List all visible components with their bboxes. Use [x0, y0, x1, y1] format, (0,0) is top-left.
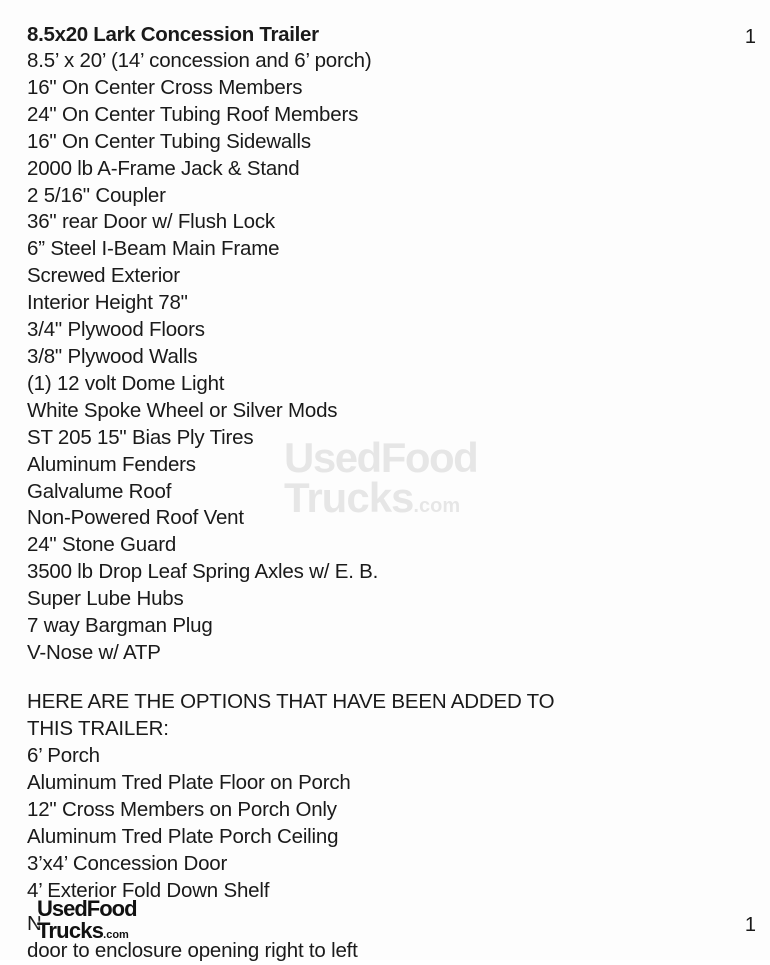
option-item: Aluminum Tred Plate Floor on Porch: [27, 770, 351, 794]
spec-item: 8.5’ x 20’ (14’ concession and 6’ porch): [27, 49, 372, 72]
logo-line-2-text: Trucks: [37, 918, 104, 943]
spec-item: Non-Powered Roof Vent: [27, 506, 244, 530]
watermark-line-2-text: Trucks: [284, 474, 414, 521]
option-item: 12" Cross Members on Porch Only: [27, 797, 337, 821]
partial-line-top: N: [27, 912, 42, 935]
spec-item: 2000 lb A-Frame Jack & Stand: [27, 156, 300, 180]
watermark-center: [284, 434, 478, 526]
spec-item: Super Lube Hubs: [27, 587, 184, 611]
spec-item: Aluminum Fenders: [27, 452, 196, 476]
logo-suffix: .com: [103, 929, 129, 941]
partial-line-bottom: door to enclosure opening right to left: [27, 939, 358, 962]
spec-item: 16" On Center Cross Members: [27, 75, 303, 99]
spec-item: 3500 lb Drop Leaf Spring Axles w/ E. B.: [27, 560, 379, 584]
spec-item: 16" On Center Tubing Sidewalls: [27, 129, 311, 153]
spec-item: V-Nose w/ ATP: [27, 640, 161, 664]
options-heading-line-1: HERE ARE THE OPTIONS THAT HAVE BEEN ADDED TO: [27, 690, 555, 713]
page-number-bottom: 1: [744, 914, 756, 936]
logo-line-2: [37, 920, 137, 946]
spec-item: Screwed Exterior: [27, 264, 180, 288]
options-heading: [27, 689, 554, 743]
spec-item: Interior Height 78": [27, 291, 188, 315]
page-number-top: 1: [744, 26, 756, 48]
logo-watermark: [37, 898, 137, 946]
spec-item: White Spoke Wheel or Silver Mods: [27, 398, 338, 422]
option-item: Aluminum Tred Plate Porch Ceiling: [27, 824, 339, 848]
spec-item: 36" rear Door w/ Flush Lock: [27, 210, 275, 234]
spec-list: [27, 48, 378, 667]
option-item: 6’ Porch: [27, 744, 100, 767]
options-list: [27, 743, 351, 904]
spec-item: Galvalume Roof: [27, 479, 172, 503]
spec-item: 2 5/16" Coupler: [27, 183, 166, 207]
option-item: 4’ Exterior Fold Down Shelf: [27, 878, 270, 902]
option-item: 3’x4’ Concession Door: [27, 851, 228, 875]
options-heading-line-2: THIS TRAILER:: [27, 716, 169, 740]
spec-item: (1) 12 volt Dome Light: [27, 371, 225, 395]
spec-item: 6” Steel I-Beam Main Frame: [27, 237, 280, 261]
spec-item: 3/8" Plywood Walls: [27, 344, 198, 368]
watermark-suffix: .com: [413, 495, 461, 517]
spec-item: 24" On Center Tubing Roof Members: [27, 102, 359, 126]
watermark-line-2: [284, 474, 477, 526]
spec-item: 3/4" Plywood Floors: [27, 318, 205, 342]
spec-item: ST 205 15" Bias Ply Tires: [27, 425, 254, 449]
spec-item: 24" Stone Guard: [27, 533, 177, 557]
document-title: 8.5x20 Lark Concession Trailer: [27, 23, 319, 46]
logo-line-1: UsedFood: [37, 896, 137, 921]
spec-item: 7 way Bargman Plug: [27, 614, 213, 638]
watermark-line-1: UsedFood: [284, 434, 478, 481]
